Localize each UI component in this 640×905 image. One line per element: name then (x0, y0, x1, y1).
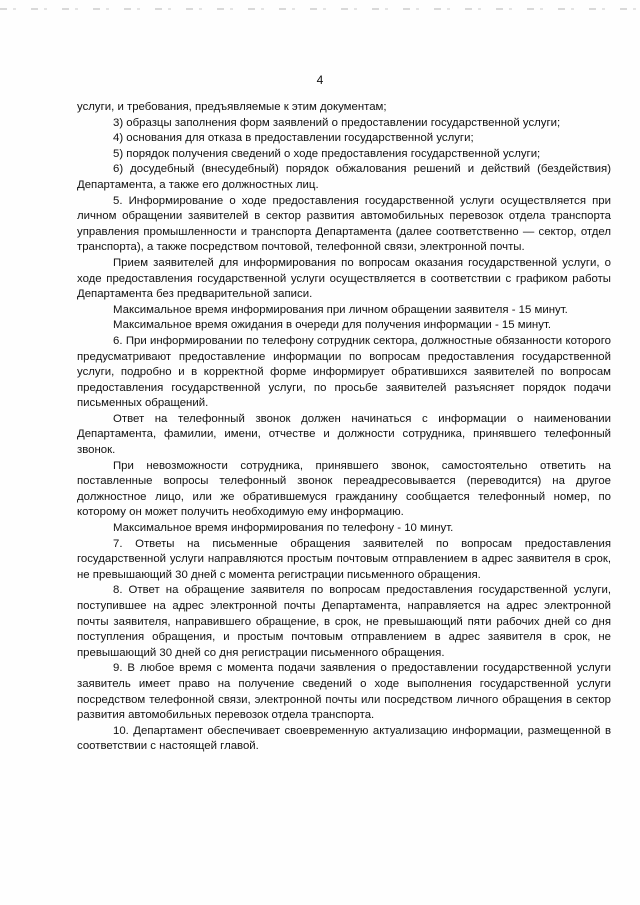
paragraph: 4) основания для отказа в предоставлении государственной услуги; (113, 132, 474, 145)
paragraph: Прием заявителей для информирования по вопросам оказания государственной услуги, о ходе предоставления государственной услуги осуществляется в соответствии с графиком работы Департамента без предварительной записи. (77, 256, 611, 301)
paragraph: 3) образцы заполнения форм заявлений о предоставлении государственной услуги; (113, 116, 561, 129)
paragraph: 8. Ответ на обращение заявителя по вопросам предоставления государственной услуги, поступившее на адрес электронной почты Департамента, направляется на адрес электронной почты заявителя, направившего обращение, в срок, не превышающий пяти рабочих дней со дня поступления обращения, и простым почтовым отправлением в адрес заявителя в срок, не превышающий 30 дней со дня регистрации письменного обращения. (77, 584, 611, 659)
scan-artifact-line (0, 8, 640, 10)
document-body (77, 100, 611, 755)
paragraph: Максимальное время информирования по телефону - 10 минут. (113, 522, 454, 535)
paragraph: 6. При информировании по телефону сотрудник сектора, должностные обязанности которого предусматривают предоставление информации по вопросам предоставления государственной услуги, подробно и в корректной форме информирует обратившихся заявителей по вопросам предоставления государственной услуги, по просьбе заявителей разъясняет порядок подачи письменных обращений. (77, 334, 611, 410)
paragraph: 10. Департамент обеспечивает своевременную актуализацию информации, размещенной в соответствии с настоящей главой. (77, 724, 611, 753)
paragraph: 5. Информирование о ходе предоставления государственной услуги осуществляется при личном обращении заявителей в сектор развития автомобильных перевозок отдела транспорта управления промышленности и транспорта Департамента (далее соответственно — сектор, отдел транспорта), а также посредством почтовой, телефонной связи, электронной почты. (77, 194, 611, 254)
paragraph: услуги, и требования, предъявляемые к этим документам; (77, 101, 387, 113)
paragraph: Максимальное время ожидания в очереди для получения информации - 15 минут. (113, 319, 552, 332)
paragraph: Ответ на телефонный звонок должен начинаться с информации о наименовании Департамента, фамилии, имени, отчестве и должности сотрудника, принявшего телефонный звонок. (77, 412, 611, 457)
paragraph: 6) досудебный (внесудебный) порядок обжалования решений и действий (бездействия) Департамента, а также его должностных лиц. (77, 163, 611, 191)
paragraph: 9. В любое время с момента подачи заявления о предоставлении государственной услуги заявитель имеет право на получение сведений о ходе выполнения государственной услуги посредством телефонной связи, электронной почты или посредством личного обращения в сектор развития автомобильных перевозок отдела транспорта. (77, 662, 611, 722)
paragraph: 7. Ответы на письменные обращения заявителей по вопросам предоставления государственной услуги направляются простым почтовым отправлением в адрес заявителя в срок, не превышающий 30 дней с момента регистрации письменного обращения. (77, 537, 611, 581)
paragraph: При невозможности сотрудника, принявшего звонок, самостоятельно ответить на поставленные вопросы телефонный звонок переадресовывается (переводится) на другое должностное лицо, или же обратившемуся гражданину сообщается телефонный номер, по которому он может получить необходимую ему информацию. (77, 459, 611, 519)
page-number: 4 (316, 73, 324, 87)
paragraph: Максимальное время информирования при личном обращении заявителя - 15 минут. (113, 303, 568, 316)
paragraph: 5) порядок получения сведений о ходе предоставления государственной услуги; (113, 147, 541, 160)
